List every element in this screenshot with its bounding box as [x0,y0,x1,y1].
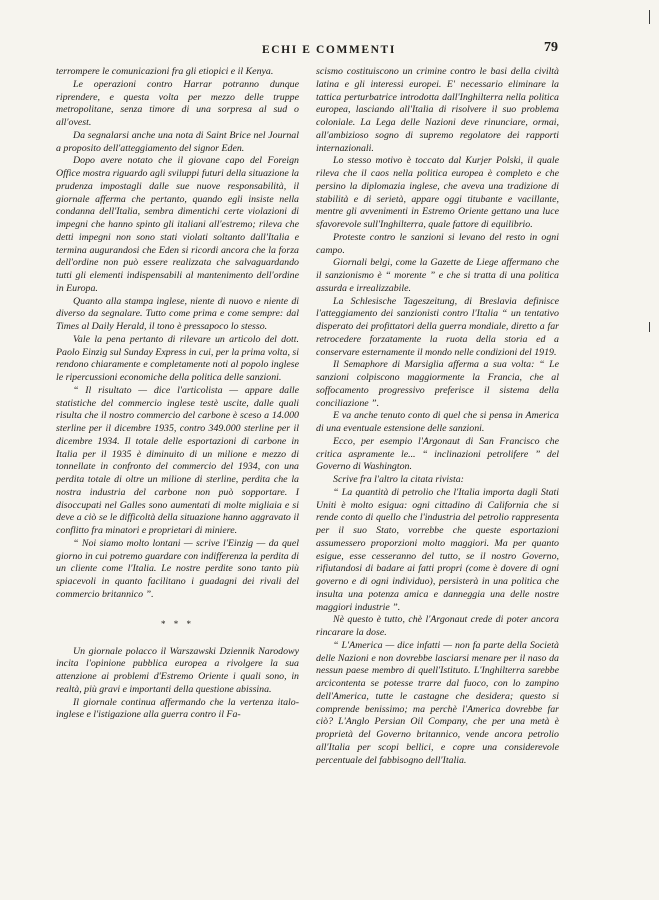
paragraph: Ecco, per esempio l'Argonaut di San Francisco che critica aspramente le... “ inclinazioni petrolifere ” del Governo di Washington. [316,435,559,473]
page-number: 79 [544,40,558,55]
paragraph: Il giornale continua affermando che la vertenza italo-inglese e l'istigazione alla guerra contro il Fa- [56,696,299,721]
paragraph: “ Il risultato — dice l'articolista — appare dalle statistiche del commercio inglese testè uscite, dalle quali risulta che il nostro commercio del carbone è sceso a 14.000 sterline per il dicembre 1935, contro 349.000 sterline per il dicembre 1934. Il totale delle esportazioni di carbone in Italia per il 1935 è diminuito di un milione e mezzo di tonnellate in confronto del commercio del 1934, con una perdita totale di oltre un milione di sterline, perdita che la nostra industria del carbone non può sopportare. I disoccupati nel Galles sono aumentati di molte migliaia e si deve a ciò se le difficoltà della situazione hanno aggravato il conflitto fra minatori e proprietari di miniere. [56,384,299,536]
paragraph: E va anche tenuto conto di quel che si pensa in America di una eventuale estensione delle sanzioni. [316,410,559,434]
paragraph: Dopo avere notato che il giovane capo del Foreign Office mostra riguardo agli sviluppi futuri della situazione la prudenza impostagli dalle sue nuove responsabilità, il giornale afferma che pertanto, quando egli insiste nella condanna dell'Italia, sembra dimentichi certe violazioni di impegni che hanno spinto gli italiani all'estremo; rileva che detti impegni non sono stati violati soltanto dall'Italia e termina augurandosi che Eden si ricordi ancora che la forza dell'ordine non può essere realizzata che salvaguardando tutti gli elementi indispensabili al mantenimento dell'ordine in Europa. [56,155,299,294]
paragraph: Lo stesso motivo è toccato dal Kurjer Polski, il quale rileva che il caos nella politica europea è completo e che persino la diplomazia inglese, che aveva una tradizione di stabilità e di serietà, appare oggi titubante e vacillante, mentre gli avvenimenti in Estremo Oriente gettano una luce sfavorevole sull'Inghilterra, quale fattore di equilibrio. [316,155,559,230]
paragraph: Nè questo è tutto, chè l'Argonaut crede di poter ancora rincarare la dose. [316,614,559,638]
paragraph: Giornali belgi, come la Gazette de Liege affermano che il sanzionismo è “ morente ” e che si tratta di una politica assurda e irrealizzabile. [316,257,559,294]
paragraph: Le operazioni contro Harrar potranno dunque riprendere, e questa volta per mezzo delle truppe metropolitane, senza timore di una sorpresa al sud o all'ovest. [56,78,299,128]
scan-edge-mark [649,322,650,332]
paragraph: Un giornale polacco il Warszawski Dziennik Narodowy incita l'opinione pubblica europea a rivolgere la sua attenzione ai problemi d'Estremo Oriente i quali sono, in realtà, più gravi e importanti della questione abissina. [56,645,299,695]
paragraph: Il Semaphore di Marsiglia afferma a sua volta: “ Le sanzioni colpiscono maggiormente la Francia, che al soffocamento progressivo preferisce il sistema della conciliazione ”. [316,359,559,409]
paragraph: “ Noi siamo molto lontani — scrive l'Einzig — da quel giorno in cui potremo guardare con indifferenza la perdita di un cliente come l'Italia. Le nostre perdite sono tanto più spiacevoli in quanto facilitano i guadagni dei rivali del commercio britannico ”. [56,537,299,600]
paragraph: terrompere le comunicazioni fra gli etiopici e il Kenya. [56,66,274,77]
paragraph: Vale la pena pertanto di rilevare un articolo del dott. Paolo Einzig sul Sunday Express in cui, per la prima volta, si rendono chiaramente e completamente noti al popolo inglese le ripercussioni economiche della politica delle sanzioni. [56,333,299,383]
page-header [0,38,659,60]
paragraph: scismo costituiscono un crimine contro le basi della civiltà latina e gli interessi europei. E' necessario eliminare la tattica perturbatrice introdotta dall'Inghilterra nella politica europea, lasciando all'Italia di risolvere il suo problema coloniale. La Lega delle Nazioni deve rinunciare, ormai, all'ambizioso sogno di supremo regolatore dei rapporti internazionali. [316,66,559,154]
paragraph: “ La quantità di petrolio che l'Italia importa dagli Stati Uniti è molto esigua: ogni cittadino di California che si rende conto di quello che l'industria del petrolio rappresenta per il suo Stato, vorrebbe che queste esportazioni assumessero proporzioni molto maggiori. Ma per quanto esigue, esse cesseranno del tutto, se il nostro Governo, rifiutandosi di badare ai fatti propri (come è dovere di ogni governo e di ogni individuo), persisterà in una politica che insulta una potenza amica e danneggia una delle nostre maggiori industrie ”. [316,486,559,613]
right-column [316,66,559,767]
section-separator: * * * [161,618,194,629]
paragraph: Da segnalarsi anche una nota di Saint Brice nel Journal a proposito dell'atteggiamento del signor Eden. [56,129,299,154]
paragraph: Scrive fra l'altro la citata rivista: [333,474,464,485]
running-head: ECHI E COMMENTI [262,44,396,56]
scan-edge-mark [649,10,650,24]
paragraph: La Schlesische Tageszeitung, di Breslavia definisce l'atteggiamento dei sanzionisti contro l'Italia “ un tentativo disperato dei profittatori della guerra mondiale, diretto a far retrocedere forzatamente la ruota della storia ed a conservare esternamente il mondo nelle condizioni del 1919. [316,295,559,358]
paragraph: Quanto alla stampa inglese, niente di nuovo e niente di diverso da segnalare. Tutto come prima e come sempre: dal Times al Daily Herald, il tono è pressapoco lo stesso. [56,295,299,332]
left-column [56,66,299,722]
paragraph: “ L'America — dice infatti — non fa parte della Società delle Nazioni e non dovrebbe lasciarsi menare per il naso da nessun paese membro di quell'Istituto. L'Inghilterra sarebbe arcicontenta se potesse trarre dal fuoco, con lo zampino dell'America, tutte le castagne che desidera; questo si comprende benissimo; ma perchè l'America dovrebbe far ciò? L'Anglo Persian Oil Company, che per una metà è proprietà del Governo britannico, vende ancora petrolio all'Italia per scopi bellici, e copre una considerevole percentuale del fabbisogno dell'Italia. [316,639,559,766]
paragraph: Proteste contro le sanzioni si levano del resto in ogni campo. [316,231,559,256]
